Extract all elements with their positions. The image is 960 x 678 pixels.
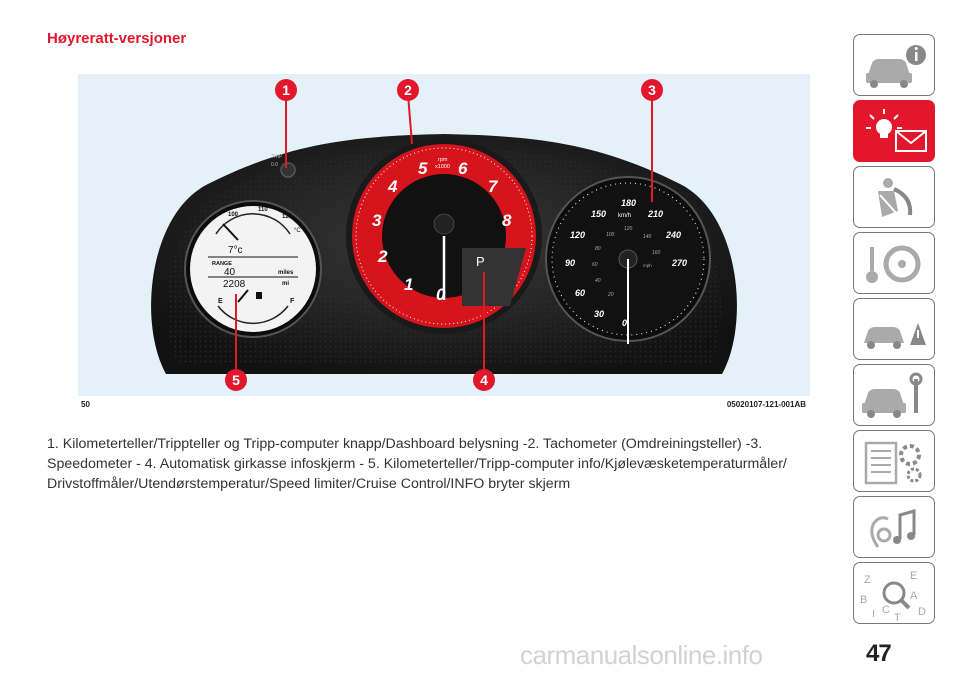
speed-outer-180: 180 [621,198,637,208]
warning-lights-icon [854,101,936,163]
trip-button [281,163,295,177]
svg-text:2: 2 [404,82,412,98]
speed-outer-0: 0 [622,318,628,328]
svg-text:T: T [894,612,901,624]
temp-tick-100: 100 [228,212,239,218]
cluster-illustration [78,74,810,396]
speed-inner-100: 100 [606,232,615,238]
speed-inner-unit: mph [643,263,652,268]
svg-text:A: A [910,590,918,602]
figure-number: 50 [81,400,90,409]
temp-unit: °C [294,228,301,234]
instrument-cluster-figure [78,74,810,396]
speed-inner-120: 120 [624,226,633,232]
tacho-number-1: 1 [404,275,414,294]
range-unit: miles [278,270,294,276]
watermark: carmanualsonline.info [520,640,763,670]
speed-outer-30: 30 [594,309,605,319]
tacho-number-0: 0 [436,285,446,304]
technical-data-icon [854,431,936,493]
callout-2 [397,79,419,101]
tacho-number-7: 7 [488,177,498,196]
callout-4 [473,369,495,391]
figure-code: 05020107-121-001AB [726,400,806,409]
speed-inner-20: 20 [608,292,614,298]
tacho-number-5: 5 [418,159,428,178]
svg-text:C: C [882,604,890,616]
fuel-full: F [290,298,295,305]
figure-reference-bar [78,396,810,416]
callout-3 [641,79,663,101]
car-info-icon [854,35,936,97]
tacho-number-6: 6 [458,159,468,178]
speed-outer-150: 150 [591,209,607,219]
speed-unit: km/h [618,213,632,219]
tab-technical-data[interactable] [853,430,935,492]
speed-outer-270: 270 [672,258,688,268]
speed-inner-160: 160 [652,250,661,256]
svg-text:D: D [918,606,926,618]
tacho-number-8: 8 [502,211,512,230]
multimedia-icon [854,497,936,559]
tacho-unit: rpm [438,157,448,163]
callout-1 [275,79,297,101]
tab-safety[interactable] [853,166,935,228]
tachometer [346,138,542,334]
svg-text:Z: Z [864,574,871,586]
svg-text:B: B [860,594,868,606]
safety-seat-icon [854,167,936,229]
speed-inner-40: 40 [595,278,601,284]
speed-outer-210: 210 [648,209,664,219]
fuel-pump-icon [256,292,262,299]
temp-tick-110: 110 [258,207,268,213]
speed-outer-240: 240 [666,230,682,240]
tab-starting-driving[interactable] [853,232,935,294]
emergency-crash-icon [854,299,936,361]
tab-warning-lights[interactable] [853,100,935,162]
speed-outer-60: 60 [575,288,586,298]
svg-text:I: I [872,608,876,620]
range-value: 40 [224,267,236,278]
speed-inner-80: 80 [595,246,601,252]
range-label: RANGE [212,261,232,267]
speed-outer-120: 120 [570,230,586,240]
tab-emergency[interactable] [853,298,935,360]
car-maintenance-icon [854,365,936,427]
odometer-value: 2208 [223,279,246,290]
callout-5 [225,369,247,391]
speed-inner-140: 140 [643,234,652,240]
temp-tick-120: 120 [282,214,293,220]
alphabetical-index-icon [854,563,936,625]
outside-temp: 7°c [228,245,243,256]
tacho-number-2: 2 [378,247,388,266]
figure-caption: 1. Kilometerteller/Trippteller og Tripp-computer knapp/Dashboard belysning -2. Tachometer (Omdreiningsteller) -3. Speedometer - 4. Automatisk girkasse infoskjerm - 5. Kilometerteller/Tripp-computer info/Kjølevæsketemperaturmåler/ Drivstoffmåler/Utendørstemperatur/Speed limiter/Cruise Control/INFO bryter skjerm [47,436,787,492]
tab-maintenance[interactable] [853,364,935,426]
left-gauge [185,201,321,337]
odometer-unit: mi [282,281,290,287]
speed-outer-90: 90 [565,258,576,268]
page-number: 47 [866,640,891,667]
svg-text:E: E [910,570,918,582]
trip-value: 0.0 [271,162,278,168]
tab-multimedia[interactable] [853,496,935,558]
speed-inner-60: 60 [592,262,598,268]
tacho-number-3: 3 [372,211,382,230]
fuel-empty: E [218,298,223,305]
svg-text:4: 4 [480,372,488,388]
svg-text:1: 1 [282,82,290,98]
tacho-number-4: 4 [388,177,398,196]
gear-indicator: P [476,254,485,269]
tacho-multiplier: x1000 [435,164,450,170]
svg-text:3: 3 [648,82,656,98]
tab-car-info[interactable] [853,34,935,96]
section-title: Høyreratt-versjoner [47,30,187,47]
tab-index[interactable] [853,562,935,624]
speedometer [546,177,710,344]
steering-wheel-key-icon [854,233,936,295]
trip-label: TRIP [271,154,283,160]
svg-text:5: 5 [232,372,240,388]
